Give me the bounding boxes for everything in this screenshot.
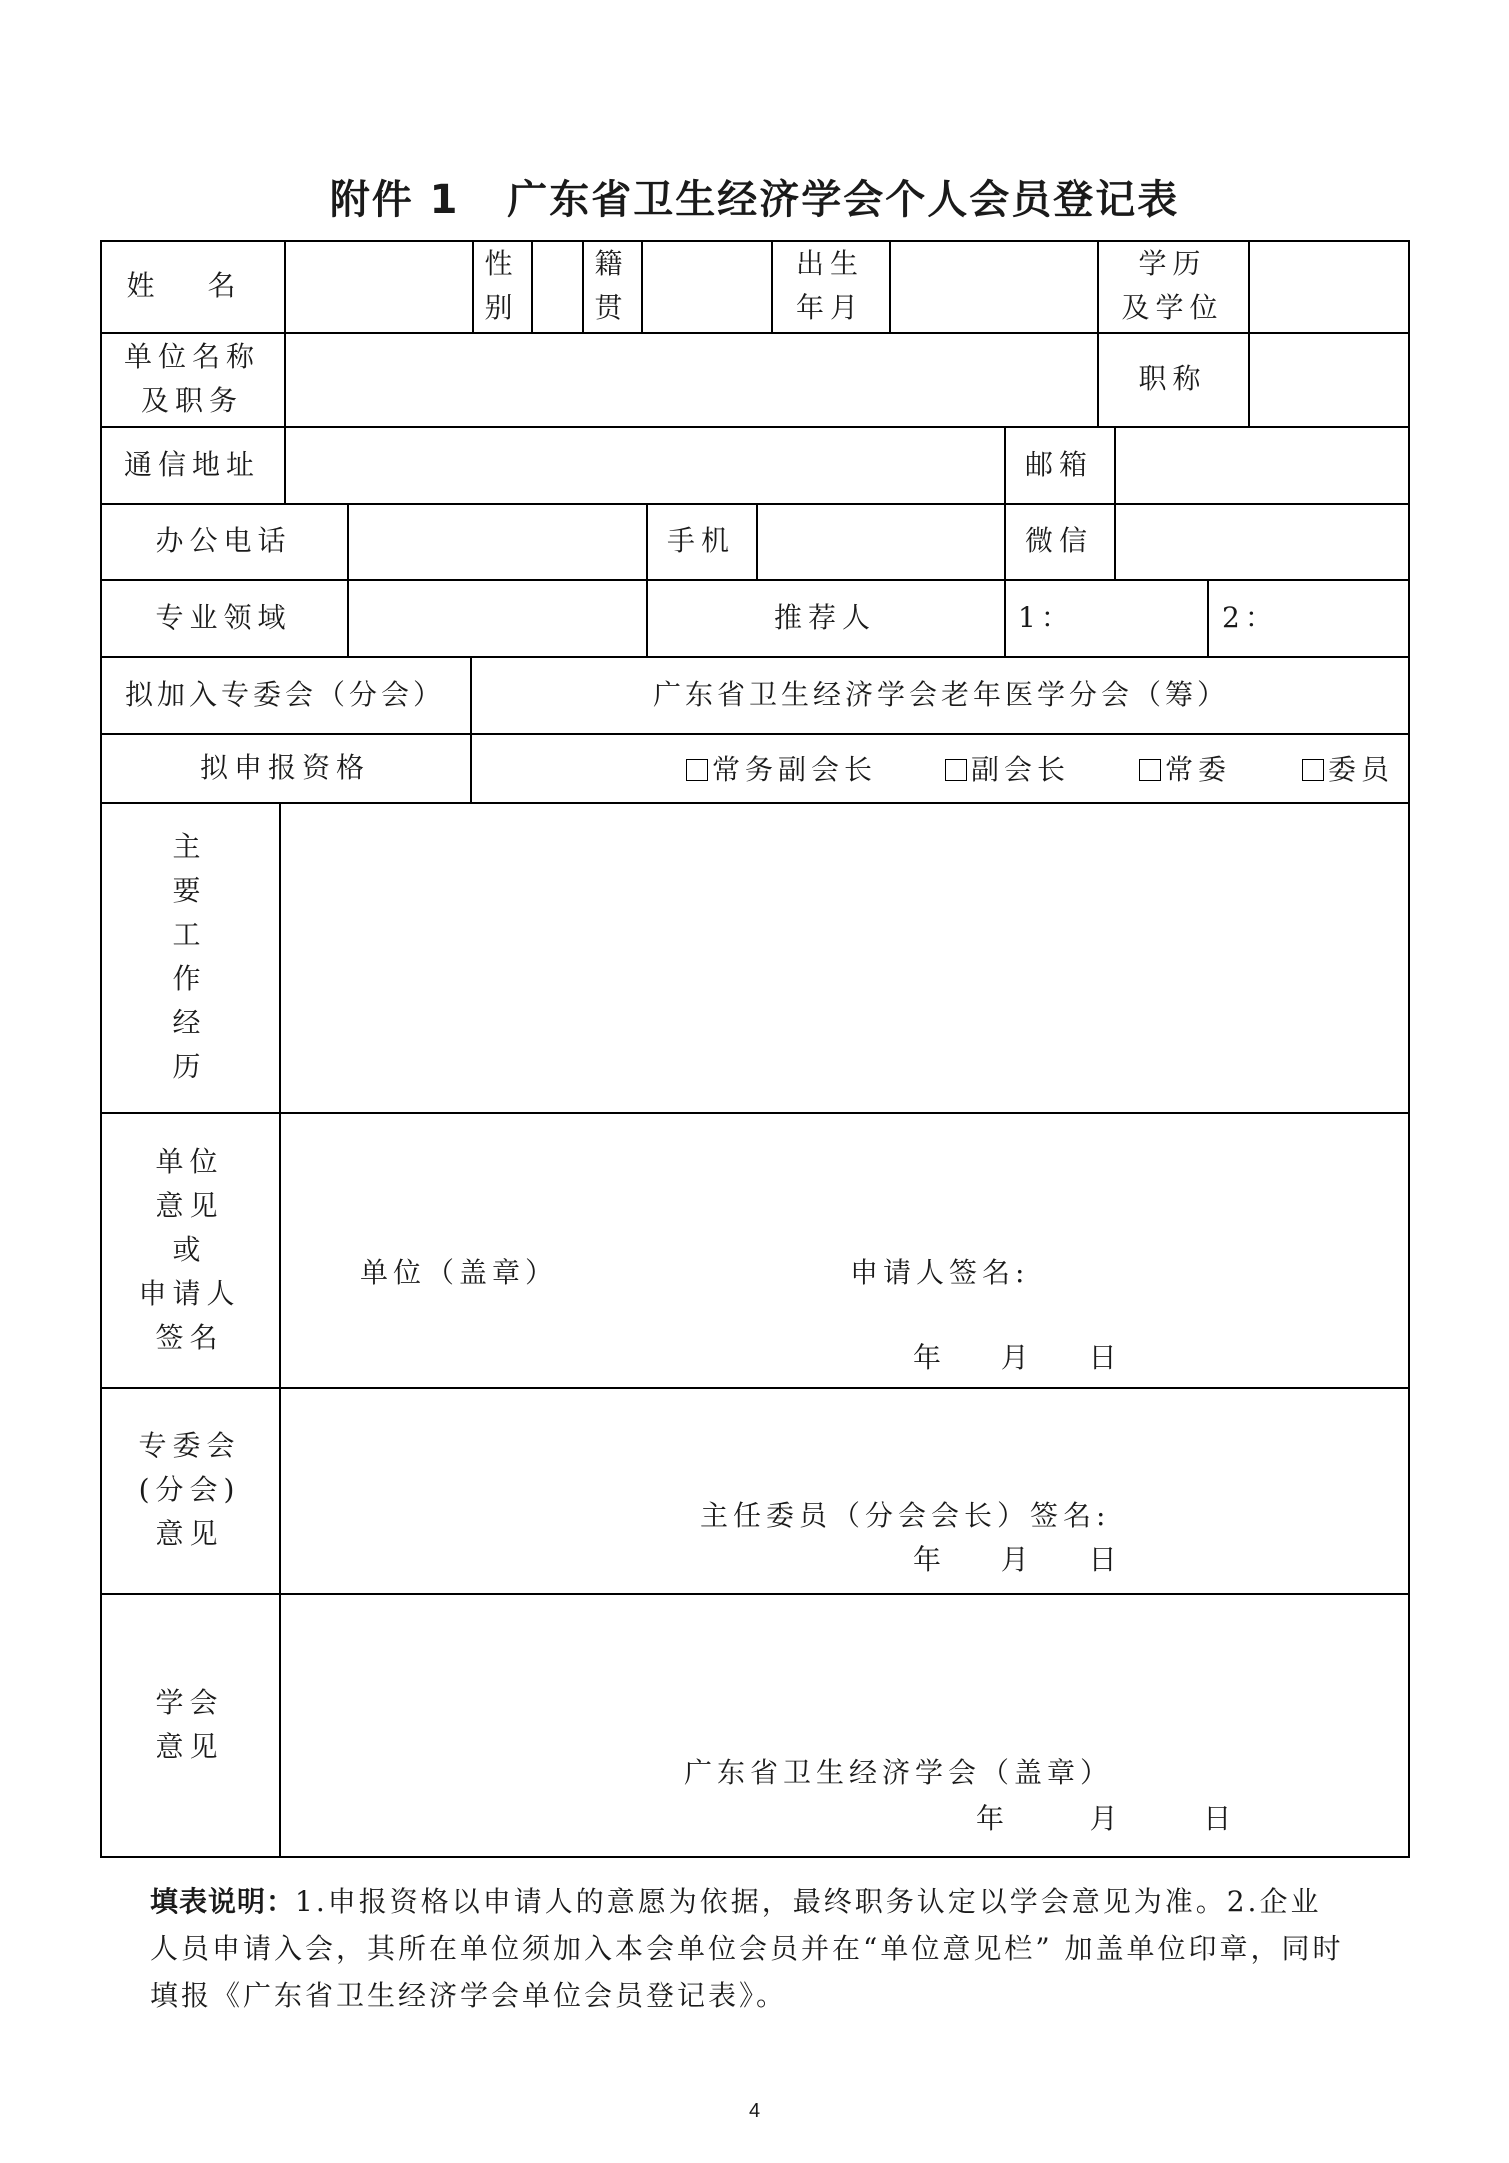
checkbox-icon[interactable] [1139, 759, 1161, 781]
email-label: 邮箱 [1024, 447, 1093, 481]
specialty-field[interactable] [349, 581, 646, 656]
society-opinion-label: 学会 意见 [155, 1685, 224, 1763]
qualification-options [472, 733, 1408, 802]
email-field[interactable] [1116, 428, 1408, 503]
option-vice-president[interactable]: 副会长 [945, 748, 1070, 788]
unit-stamp: 单位（盖章） [360, 1256, 559, 1289]
specialty-label: 专业领域 [155, 600, 292, 634]
native-place-label: 籍 贯 [594, 247, 629, 324]
society-date: 年 月 日 [976, 1802, 1242, 1835]
committee-opinion-field[interactable] [281, 1389, 1408, 1593]
director-signature: 主任委员（分会会长）签名: [700, 1499, 1111, 1532]
education-field[interactable] [1250, 242, 1408, 332]
experience-field[interactable] [281, 804, 1408, 1112]
committee-date: 年 月 日 [913, 1543, 1131, 1576]
address-label: 通信地址 [123, 447, 260, 481]
wechat-field[interactable] [1116, 505, 1408, 579]
checkbox-icon[interactable] [1302, 759, 1324, 781]
unit-label: 单位名称 及职务 [123, 340, 260, 417]
recommender-1[interactable]: 1： [1018, 601, 1074, 634]
experience-label: 主 要 工 作 经 历 [172, 830, 207, 1083]
applicant-signature: 申请人签名: [850, 1256, 1030, 1289]
checkbox-icon[interactable] [686, 759, 708, 781]
unit-date: 年 月 日 [913, 1341, 1131, 1374]
registration-form [100, 240, 1410, 1858]
option-standing-member[interactable]: 常委 [1139, 748, 1231, 788]
unit-field[interactable] [286, 334, 1097, 426]
native-place-field[interactable] [643, 242, 771, 332]
office-phone-label: 办公电话 [155, 524, 292, 557]
mobile-label: 手机 [666, 524, 735, 557]
name-label: 姓 名 [126, 269, 258, 302]
page-number: 4 [748, 2100, 761, 2122]
unit-opinion-label: 单位 意见 或 申请人 签名 [138, 1144, 241, 1354]
recommender-label: 推荐人 [773, 600, 876, 634]
form-instructions: 填表说明：1.申报资格以申请人的意愿为依据，最终职务认定以学会意见为准。2.企业人员申请入会，其所在单位须加入本会单位会员并在“单位意见栏” 加盖单位印章，同时填报《广东省卫生经济学会单位会员登记表》。 [150, 1885, 1344, 2012]
education-label: 学历 及学位 [1121, 247, 1224, 324]
qualification-label: 拟申报资格 [199, 750, 370, 784]
name-field[interactable] [286, 242, 472, 332]
unit-opinion-field[interactable] [281, 1114, 1408, 1387]
committee-value: 广东省卫生经济学会老年医学分会（筹） [652, 677, 1229, 711]
address-field[interactable] [286, 428, 1004, 503]
wechat-label: 微信 [1024, 524, 1093, 557]
gender-field[interactable] [533, 242, 582, 332]
checkbox-icon[interactable] [945, 759, 967, 781]
job-title-field[interactable] [1250, 334, 1408, 426]
page-title: 附件 1 广东省卫生经济学会个人会员登记表 [329, 177, 1180, 223]
option-member[interactable]: 委员 [1302, 748, 1394, 788]
office-phone-field[interactable] [349, 505, 646, 579]
birth-field[interactable] [891, 242, 1097, 332]
gender-label: 性 别 [484, 247, 519, 324]
birth-label: 出生 年月 [795, 247, 864, 324]
mobile-field[interactable] [758, 505, 1004, 579]
recommender-2[interactable]: 2： [1222, 601, 1278, 634]
society-stamp: 广东省卫生经济学会（盖章） [684, 1756, 1114, 1789]
committee-opinion-label: 专委会 (分会) 意见 [138, 1429, 241, 1550]
option-executive-vice-president[interactable]: 常务副会长 [686, 748, 877, 788]
job-title-label: 职称 [1138, 362, 1207, 395]
committee-label: 拟加入专委会（分会） [124, 677, 445, 711]
